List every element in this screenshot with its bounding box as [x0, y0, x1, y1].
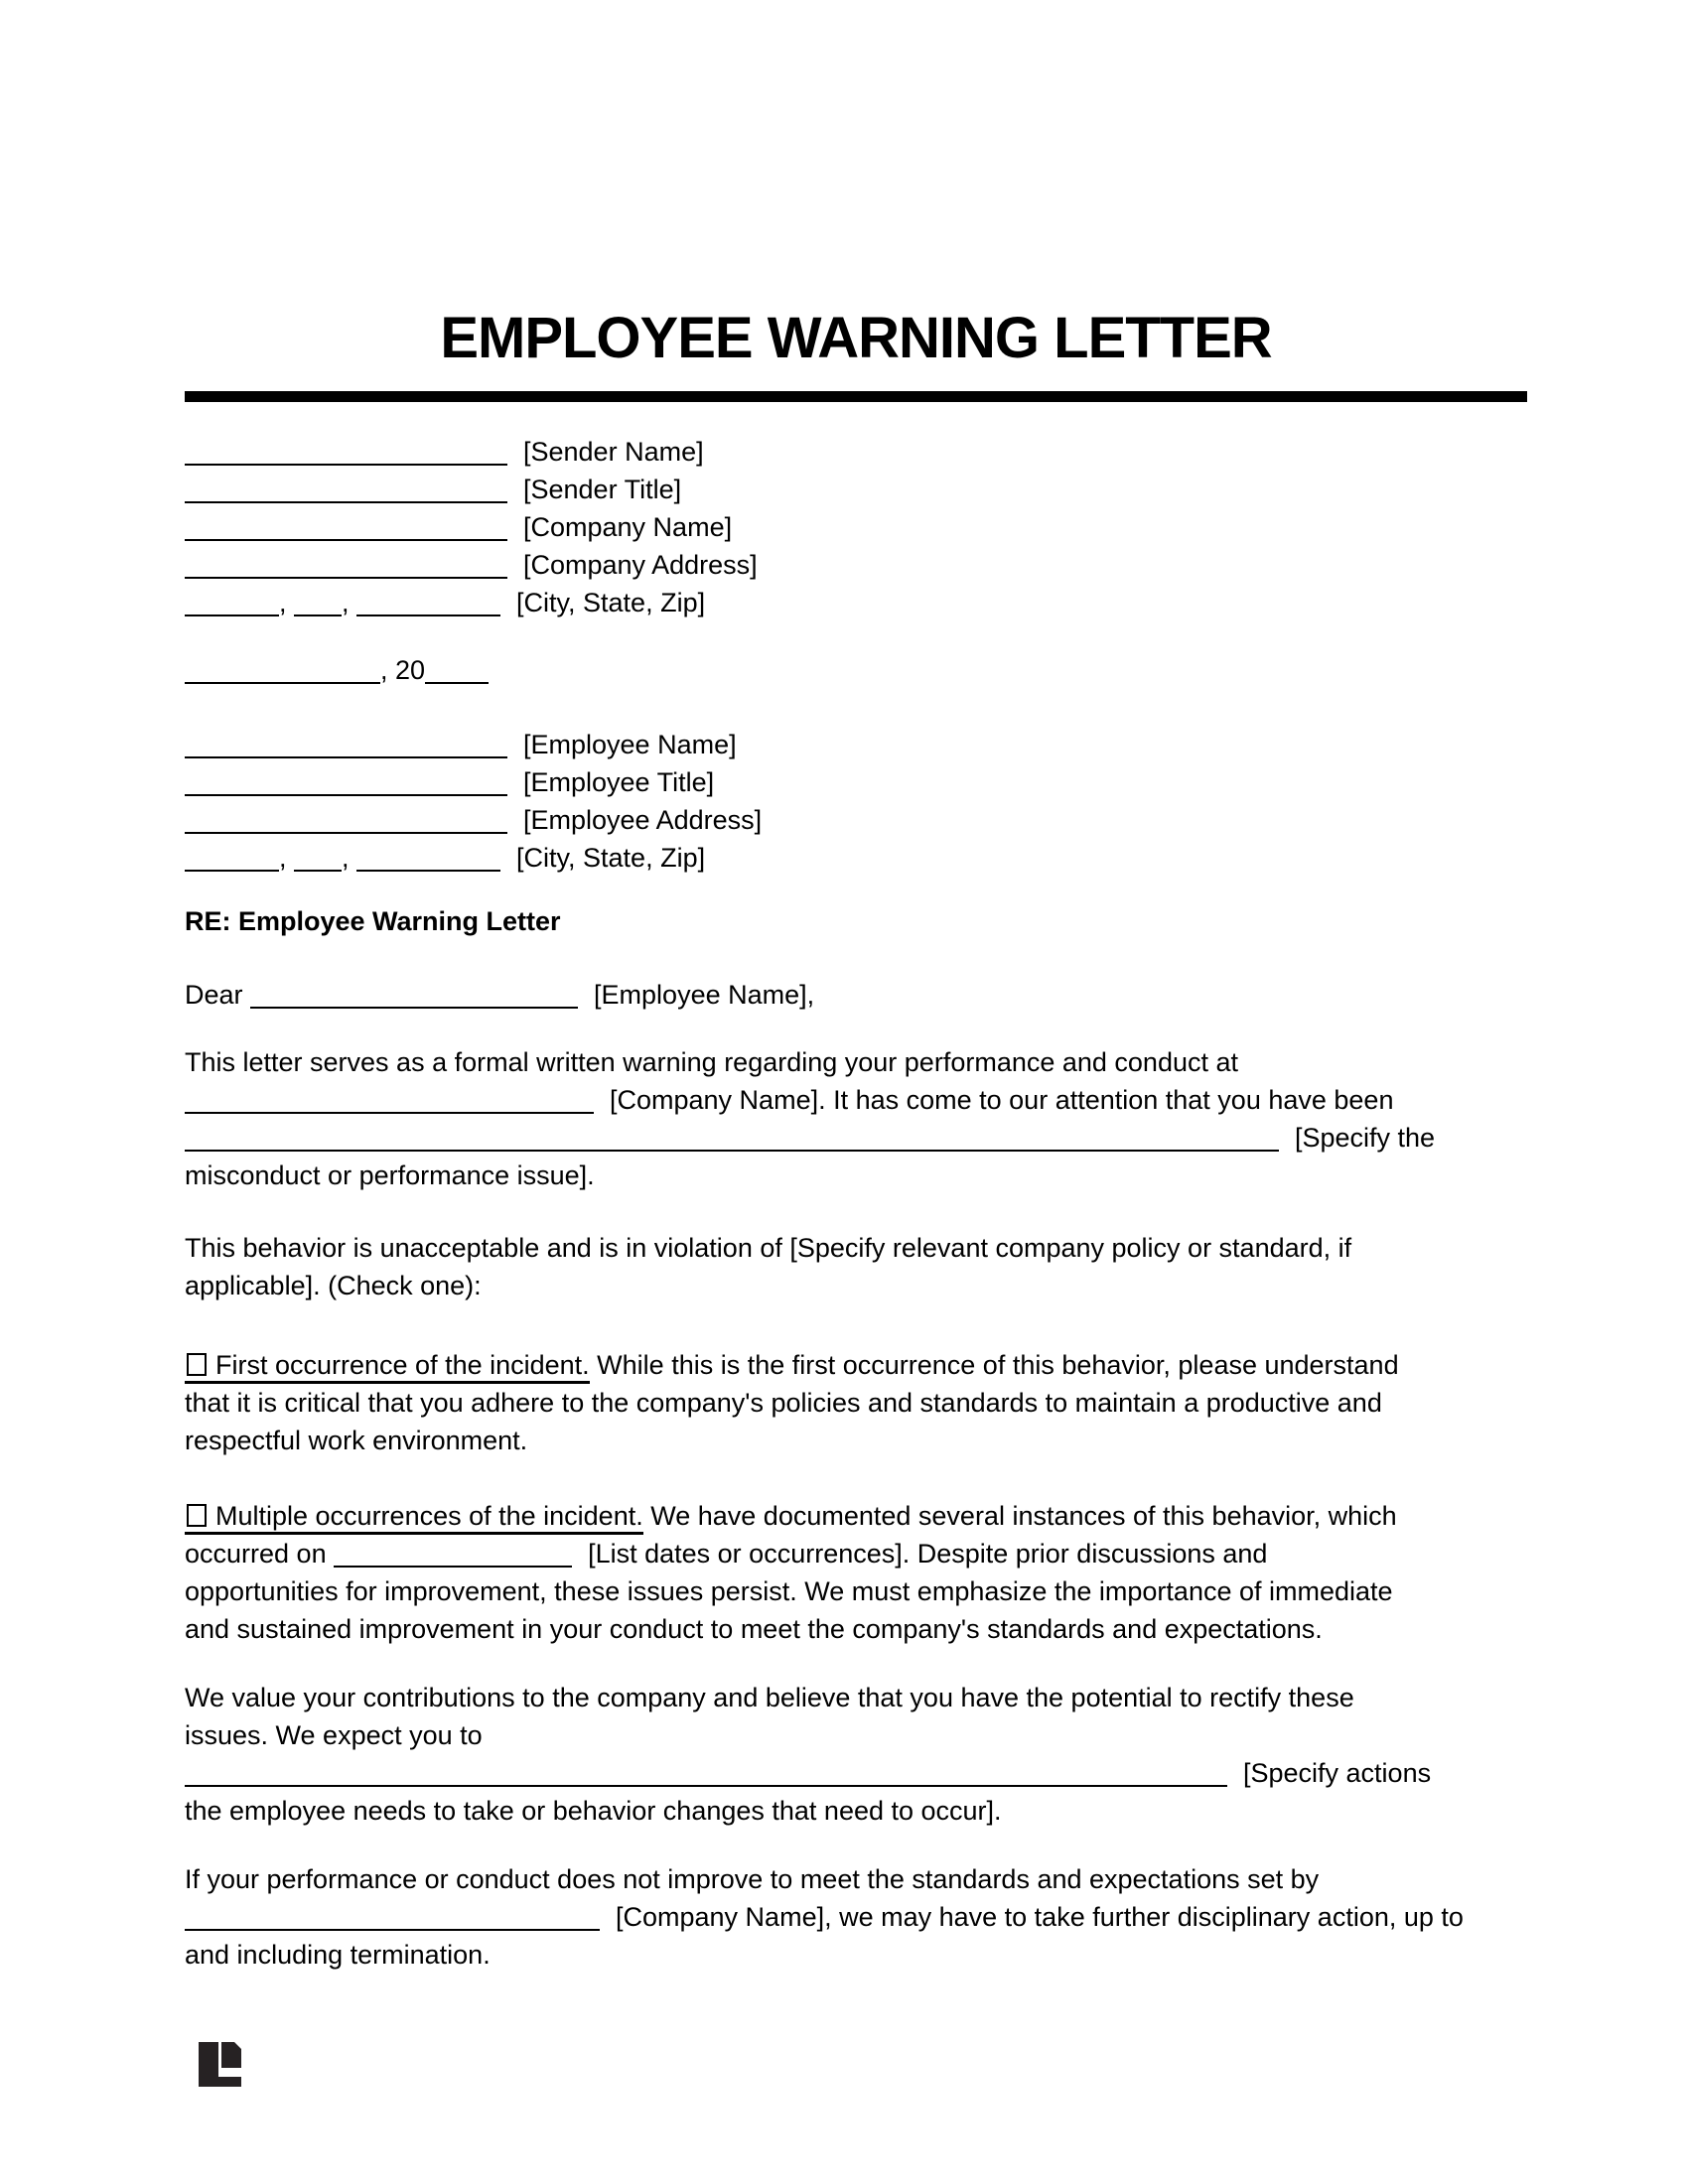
para-2 — [185, 1229, 1527, 1304]
text-run: applicable]. (Check one): — [185, 1271, 482, 1300]
sender-block — [185, 433, 1527, 621]
text-line — [185, 1043, 1527, 1081]
blank-field — [294, 844, 342, 872]
text-run: the employee needs to take or behavior changes that need to occur]. — [185, 1796, 1002, 1826]
text-line — [185, 508, 1527, 546]
blank-field — [185, 1124, 1279, 1152]
text-line — [185, 1497, 1527, 1535]
text-line — [185, 1716, 1527, 1754]
placeholder-label: [Specify the — [1295, 1123, 1436, 1153]
text-run: We value your contributions to the company and believe that you have the potential to rectify these — [185, 1683, 1354, 1712]
checkbox-option-label: First occurrence of the incident. — [215, 1350, 590, 1380]
text-run: This letter serves as a formal written warning regarding your performance and conduct at — [185, 1047, 1239, 1077]
blank-field — [356, 589, 500, 616]
text-run: While this is the first occurrence of this behavior, please understand — [589, 1350, 1399, 1380]
text-run: If your performance or conduct does not improve to meet the standards and expectations set by — [185, 1864, 1320, 1894]
text-line — [185, 839, 1527, 877]
text-line — [185, 1679, 1527, 1716]
placeholder-label: [Sender Name] — [523, 437, 704, 467]
placeholder-label: [Company Name]. It has come to our attention that you have been — [610, 1085, 1394, 1115]
text-run: , — [279, 843, 295, 873]
placeholder-label: [Company Name], we may have to take further disciplinary action, up to — [616, 1902, 1464, 1932]
blank-field — [185, 551, 507, 579]
placeholder-label: [Sender Title] — [523, 475, 682, 504]
text-line — [185, 1535, 1527, 1572]
text-line — [185, 1610, 1527, 1648]
blank-field — [185, 1903, 600, 1931]
text-line — [185, 1754, 1527, 1792]
text-line — [185, 1157, 1527, 1194]
blank-field — [185, 476, 507, 503]
document-content — [185, 0, 1527, 1974]
para-1 — [185, 1043, 1527, 1194]
text-line — [185, 1572, 1527, 1610]
text-run: opportunities for improvement, these issues persist. We must emphasize the importance of immediate — [185, 1576, 1393, 1606]
text-run: and sustained improvement in your conduct to meet the company's standards and expectations. — [185, 1614, 1323, 1644]
text-run: , — [342, 588, 357, 617]
document-title: EMPLOYEE WARNING LETTER — [440, 306, 1272, 370]
dear-line — [185, 976, 1527, 1014]
text-line — [185, 1081, 1527, 1119]
placeholder-label: [Company Address] — [523, 550, 758, 580]
checkbox-option — [185, 1501, 643, 1535]
blank-field — [185, 731, 507, 758]
text-line — [185, 1792, 1527, 1830]
text-run: misconduct or performance issue]. — [185, 1160, 595, 1190]
re-line — [185, 902, 1527, 940]
text-line — [185, 801, 1527, 839]
blank-field — [185, 656, 380, 684]
text-line — [185, 1267, 1527, 1304]
text-run: that it is critical that you adhere to the company's policies and standards to maintain a productive and — [185, 1388, 1382, 1418]
blank-field — [185, 844, 279, 872]
blank-field — [185, 513, 507, 541]
blank-field — [425, 656, 489, 684]
document-body — [185, 433, 1527, 1974]
employee-block — [185, 726, 1527, 877]
placeholder-label: [Employee Name], — [594, 980, 815, 1010]
blank-field — [185, 1759, 1227, 1787]
blank-field — [185, 438, 507, 466]
text-line — [185, 1860, 1527, 1898]
checkbox-icon — [187, 1353, 207, 1376]
text-line — [185, 1422, 1527, 1459]
text-line — [185, 1936, 1527, 1974]
para-6 — [185, 1860, 1527, 1974]
blank-field — [334, 1540, 572, 1568]
blank-field — [250, 981, 578, 1009]
text-run: , — [279, 588, 295, 617]
placeholder-label: [Company Name] — [523, 512, 733, 542]
placeholder-label: [Employee Title] — [523, 767, 715, 797]
text-line — [185, 1346, 1527, 1384]
placeholder-label: [City, State, Zip] — [516, 843, 706, 873]
blank-field — [356, 844, 500, 872]
placeholder-label: [Specify actions — [1243, 1758, 1432, 1788]
blank-field — [294, 589, 342, 616]
text-run: , — [342, 843, 357, 873]
placeholder-label: [Employee Address] — [523, 805, 763, 835]
text-line — [185, 651, 1527, 689]
text-line — [185, 471, 1527, 508]
text-line — [185, 902, 1527, 940]
placeholder-label: [City, State, Zip] — [516, 588, 706, 617]
text-line — [185, 1229, 1527, 1267]
text-line — [185, 726, 1527, 763]
placeholder-label: [Employee Name] — [523, 730, 737, 759]
checkbox-option — [185, 1350, 590, 1384]
text-line — [185, 1898, 1527, 1936]
text-run: This behavior is unacceptable and is in violation of [Specify relevant company policy or standard, if — [185, 1233, 1352, 1263]
text-run: , 20 — [380, 655, 426, 685]
para-5 — [185, 1679, 1527, 1830]
para-3 — [185, 1346, 1527, 1459]
text-run: respectful work environment. — [185, 1426, 528, 1455]
text-run: and including termination. — [185, 1940, 491, 1970]
legal-templates-logo-icon — [199, 2042, 241, 2088]
title-rule — [185, 391, 1527, 402]
blank-field — [185, 589, 279, 616]
text-line — [185, 1119, 1527, 1157]
text-line — [185, 546, 1527, 584]
date-line — [185, 651, 1527, 689]
blank-field — [185, 806, 507, 834]
text-run: issues. We expect you to — [185, 1720, 483, 1750]
blank-field — [185, 768, 507, 796]
text-line — [185, 1384, 1527, 1422]
text-run: occurred on — [185, 1539, 335, 1569]
blank-field — [185, 1086, 594, 1114]
text-run: RE: Employee Warning Letter — [185, 906, 561, 936]
text-line — [185, 976, 1527, 1014]
text-line — [185, 433, 1527, 471]
placeholder-label: [List dates or occurrences]. Despite prior discussions and — [588, 1539, 1268, 1569]
checkbox-option-label: Multiple occurrences of the incident. — [215, 1501, 643, 1531]
text-run: We have documented several instances of this behavior, which — [642, 1501, 1397, 1531]
text-run: Dear — [185, 980, 251, 1010]
para-4 — [185, 1497, 1527, 1648]
text-line — [185, 763, 1527, 801]
checkbox-icon — [187, 1504, 207, 1527]
text-line — [185, 584, 1527, 621]
